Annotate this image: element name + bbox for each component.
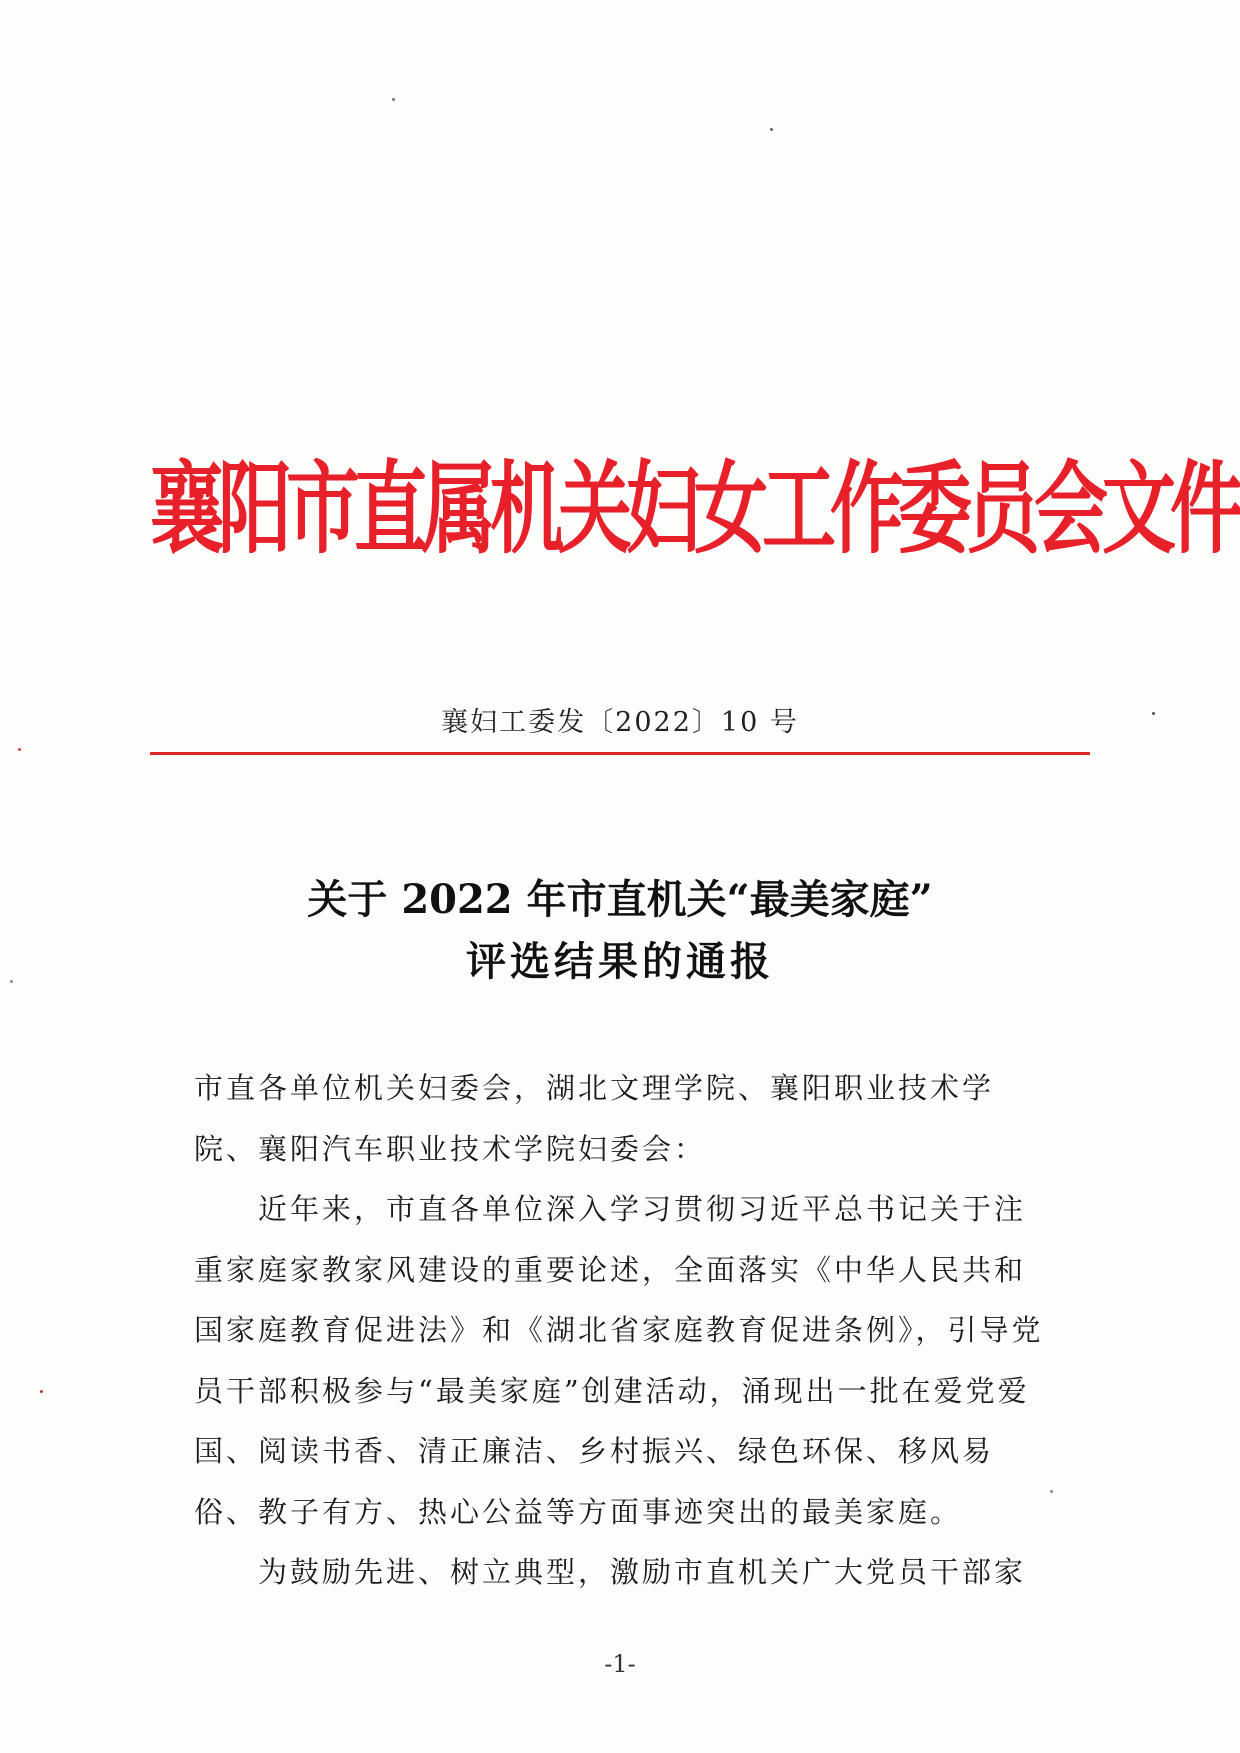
scan-speck <box>1050 1490 1053 1493</box>
document-title-line-1: 关于 2022 年市直机关“最美家庭” <box>307 876 933 923</box>
body-paragraph: 为鼓励先进、树立典型，激励市直机关广大党员干部家 <box>258 1555 1027 1589</box>
red-separator-line <box>150 752 1090 755</box>
addressee: 市直各单位机关妇委会，湖北文理学院、襄阳职业技术学院、襄阳汽车职业技术学院妇委会： <box>194 1071 995 1166</box>
scan-speck <box>18 748 21 751</box>
body-paragraph: 近年来，市直各单位深入学习贯彻习近平总书记关于注重家庭家教家风建设的重要论述，全面落实《中华人民共和国家庭教育促进法》和《湖北省家庭教育促进条例》，引导党员干部积极参与“最美家庭”创建活动，涌现出一批在爱党爱国、阅读书香、清正廉洁、乡村振兴、绿色环保、移风易俗、教子有方、热心公益等方面事迹突出的最美家庭。 <box>194 1192 1044 1529</box>
scan-speck <box>770 128 773 131</box>
issuer-heading: 襄阳市直属机关妇女工作委员会文件 <box>150 451 1238 568</box>
page-number: -1- <box>604 1650 636 1678</box>
document-number: 襄妇工委发〔2022〕10 号 <box>441 707 799 738</box>
scan-speck <box>1152 712 1155 715</box>
document-title-line-2: 评选结果的通报 <box>466 938 774 985</box>
document-body <box>194 1058 1056 1603</box>
scan-speck <box>40 1390 43 1393</box>
scan-speck <box>10 980 13 983</box>
scan-speck <box>392 98 395 101</box>
